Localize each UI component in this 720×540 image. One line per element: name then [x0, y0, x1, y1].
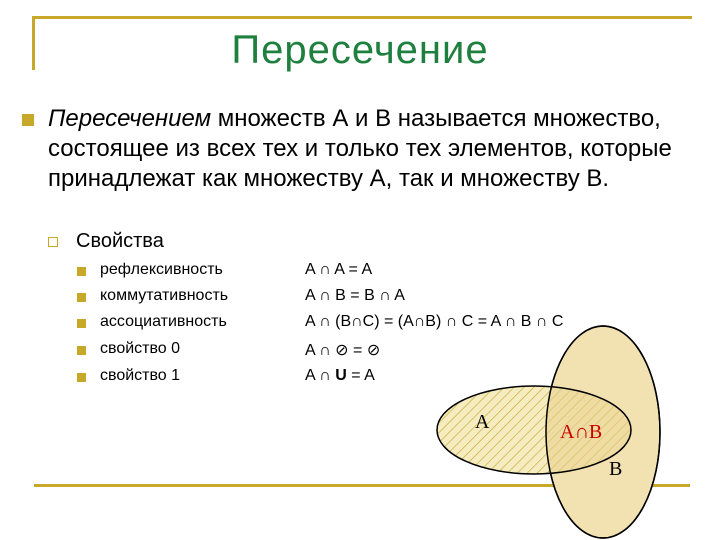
property-formula: A ∩ U = A — [305, 367, 375, 384]
property-formula: A ∩ B = B ∩ A — [305, 287, 405, 304]
slide-title: Пересечение — [231, 28, 489, 72]
property-name: ассоциативность — [100, 313, 227, 330]
property-formula: A ∩ (B∩C) = (A∩B) ∩ C = A ∩ B ∩ C — [305, 313, 564, 330]
property-formula: A ∩ A = A — [305, 261, 373, 278]
properties-heading: Свойства — [76, 230, 164, 252]
universal-set-symbol: U — [335, 367, 347, 384]
property-name: рефлексивность — [100, 261, 223, 278]
property-name: свойство 0 — [100, 340, 181, 357]
set-a-label: A — [475, 411, 490, 433]
definition-text: множеств А и В называется множество, состоящее из всех тех и только тех элементов, которые принадлежат как множеству А, так и множеству В. — [48, 105, 672, 192]
definition-term: Пересечением — [48, 105, 212, 132]
property-name: коммутативность — [100, 287, 229, 304]
property-name: свойство 1 — [100, 367, 181, 384]
property-formula: A ∩ ⊘ = ⊘ — [305, 342, 381, 359]
set-b-label: B — [609, 458, 623, 480]
intersection-label: A∩B — [560, 421, 603, 443]
